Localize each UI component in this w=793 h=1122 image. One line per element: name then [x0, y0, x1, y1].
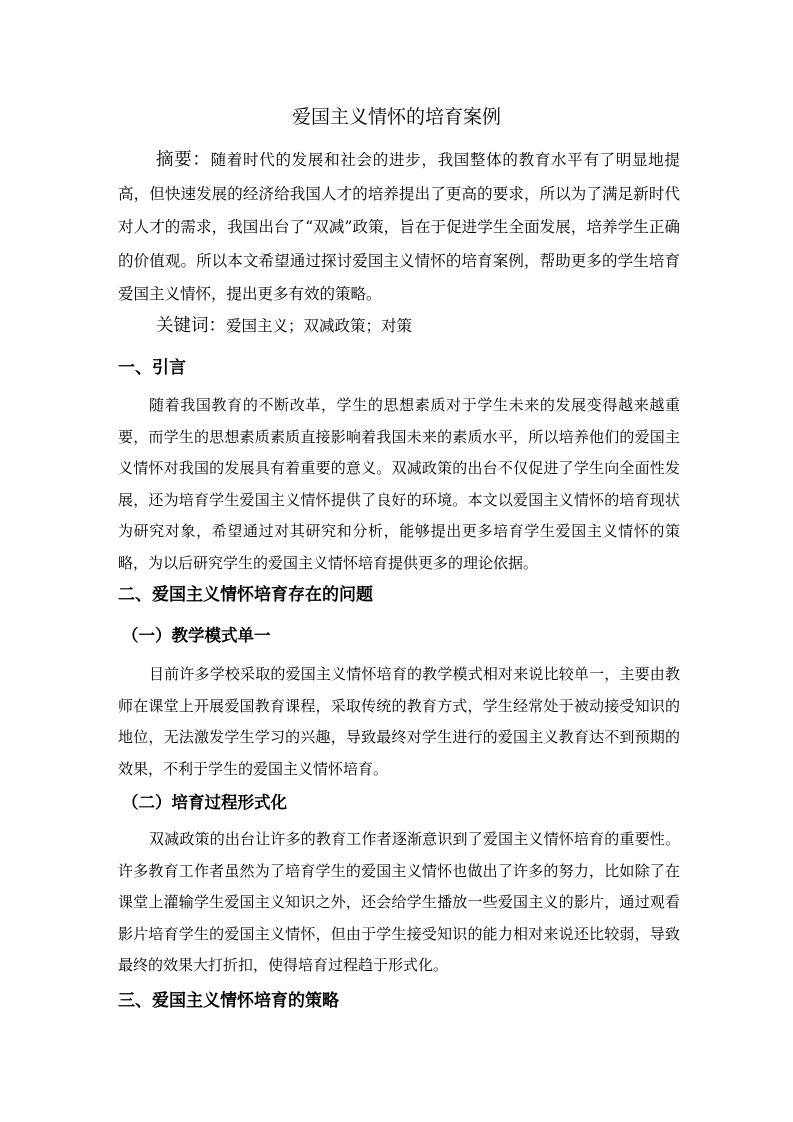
page-title: 爱国主义情怀的培育案例 — [291, 106, 501, 128]
section-heading-problems: 二、爱国主义情怀培育存在的问题 — [118, 585, 373, 605]
abstract-text: 随着时代的发展和社会的进步，我国整体的教育水平有了明显地提高，但快速发展的经济给我国人才的培养提出了更高的要求，所以为了满足新时代对人才的需求，我国出台了“双减”政策，旨在于促进学生全面发展，培养学生正确的价值观。所以本文希望通过探讨爱国主义情怀的培育案例，帮助更多的学生培育爱国主义情怀，提出更多有效的策略。 — [118, 151, 680, 303]
section-heading-strategies: 三、爱国主义情怀培育的策略 — [118, 991, 339, 1011]
subsection-paragraph-formalization: 双减政策的出台让许多的教育工作者逐渐意识到了爱国主义情怀培育的重要性。许多教育工作者虽然为了培育学生的爱国主义情怀也做出了许多的努力，比如除了在课堂上灌输学生爱国主义知识之外，还会给学生播放一些爱国主义的影片，通过观看影片培育学生的爱国主义情怀，但由于学生接受知识的能力相对来说还比较弱，导致最终的效果大打折扣，使得培育过程趋于形式化。 — [118, 830, 680, 975]
keywords-text: 爱国主义；双减政策；对策 — [226, 317, 413, 335]
subsection-heading-formalization: （二）培育过程形式化 — [122, 793, 287, 812]
keywords-label: 关键词： — [156, 316, 226, 336]
subsection-paragraph-teaching-mode: 目前许多学校采取的爱国主义情怀培育的教学模式相对来说比较单一，主要由教师在课堂上开展爱国教育课程，采取传统的教育方式，学生经常处于被动接受知识的地位，无法激发学生学习的兴趣，导致最终对学生进行的爱国主义教育达不到预期的效果，不利于学生的爱国主义情怀培育。 — [118, 665, 680, 778]
section-paragraph-introduction: 随着我国教育的不断改革，学生的思想素质对于学生未来的发展变得越来越重要，而学生的思想素质素质直接影响着我国未来的素质水平，所以培养他们的爱国主义情怀对我国的发展具有着重要的意义。双减政策的出台不仅促进了学生向全面性发展，还为培育学生爱国主义情怀提供了良好的环境。本文以爱国主义情怀的培育现状为研究对象，希望通过对其研究和分析，能够提出更多培育学生爱国主义情怀的策略，为以后研究学生的爱国主义情怀培育提供更多的理论依据。 — [118, 396, 680, 572]
subsection-heading-teaching-mode: （一）教学模式单一 — [122, 626, 271, 645]
keywords-line — [156, 311, 412, 341]
abstract-label: 摘要： — [156, 150, 211, 170]
section-heading-introduction: 一、引言 — [118, 358, 186, 378]
abstract-paragraph — [118, 144, 680, 312]
